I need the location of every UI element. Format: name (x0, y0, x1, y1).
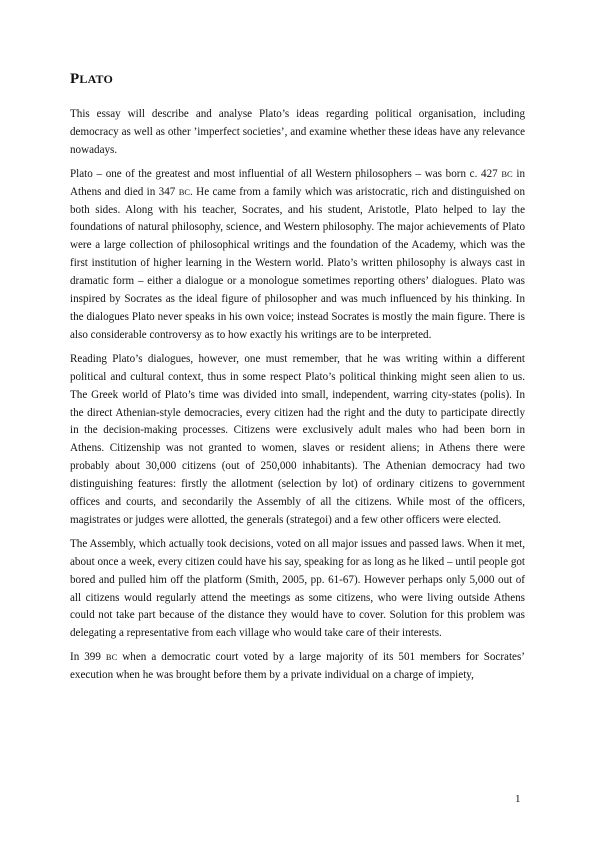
paragraph-assembly (70, 536, 525, 643)
era-abbreviation: BC (178, 186, 191, 197)
paragraph-biography (70, 166, 525, 345)
paragraph-segment: in Athens and died in 347 (70, 167, 526, 198)
era-abbreviation: BC (105, 652, 118, 663)
paragraph-segment: This essay will describe and analyse Plato’s ideas regarding political organisation, including democracy as well as other ’imperfect societies’, and examine whether these ideas have any relevance nowadays. (70, 108, 525, 156)
paragraph-intro (70, 106, 525, 160)
document-title (70, 71, 113, 88)
paragraph-segment: Plato – one of the greatest and most influential of all Western philosophers – was born c. 427 (70, 167, 502, 180)
page-number: 1 (515, 793, 521, 805)
paragraph-segment: when a democratic court voted by a large majority of its 501 members for Socrates’ execution when he was brought before them by a private individual on a charge of impiety, (70, 651, 525, 682)
paragraph-segment: . He came from a family which was aristocratic, rich and distinguished on both sides. Along with his teacher, Socrates, and his student, Aristotle, Plato helped to lay the foundations of natural philosophy, science, and Western philosophy. The major achievements of Plato were a large collection of philosophical writings and the foundation of the Academy, which was the first institution of higher learning in the Western world. Plato’s written philosophy is always cast in dramatic form – either a dialogue or a monologue sometimes reporting others’ dialogues. Plato was inspired by Socrates as the ideal figure of philosopher and was much influenced by his thinking. In the dialogues Plato never speaks in his own voice; instead Socrates is mostly the main figure. There is also considerable controversy as to how exactly his writings are to be interpreted. (70, 185, 526, 341)
document-body (70, 106, 525, 691)
paragraph-segment: Reading Plato’s dialogues, however, one must remember, that he was writing within a different political and cultural context, thus in some respect Plato’s political thinking might seen alien to us. The Greek world of Plato’s time was divided into small, independent, warring city-states (polis). In the direct Athenian-style democracies, every citizen had the right and the duty to participate directly in the decision-making processes. Citizens were exclusively adult males who had been born in Athens. Citizenship was not granted to women, slaves or resident aliens; in Athens there were probably about 30,000 citizens (out of 250,000 inhabitants). The Athenian democracy had two distinguishing features: firstly the allotment (selection by lot) of ordinary citizens to government offices and courts, and secondarily the Assembly of all the citizens. While most of the officers, magistrates or judges were allotted, the generals (strategoi) and a few other officers were elected. (70, 352, 525, 526)
title-initial: P (70, 71, 80, 87)
paragraph-context (70, 351, 525, 530)
title-rest: LATO (79, 72, 114, 86)
paragraph-segment: The Assembly, which actually took decisions, voted on all major issues and passed laws. When it met, about once a week, every citizen could have his say, speaking for as long as he liked – until people got bored and pulled him off the platform (Smith, 2005, pp. 61-67). However perhaps only 5,000 out of all citizens would regularly attend the meetings as some citizens, who were living outside Athens could not take part because of the distance they would have to cover. Solution for this problem was delegating a representative from each village who would take care of their interests. (70, 537, 525, 640)
paragraph-segment: In 399 (70, 651, 106, 664)
paragraph-trial (70, 649, 525, 685)
era-abbreviation: BC (501, 168, 513, 179)
